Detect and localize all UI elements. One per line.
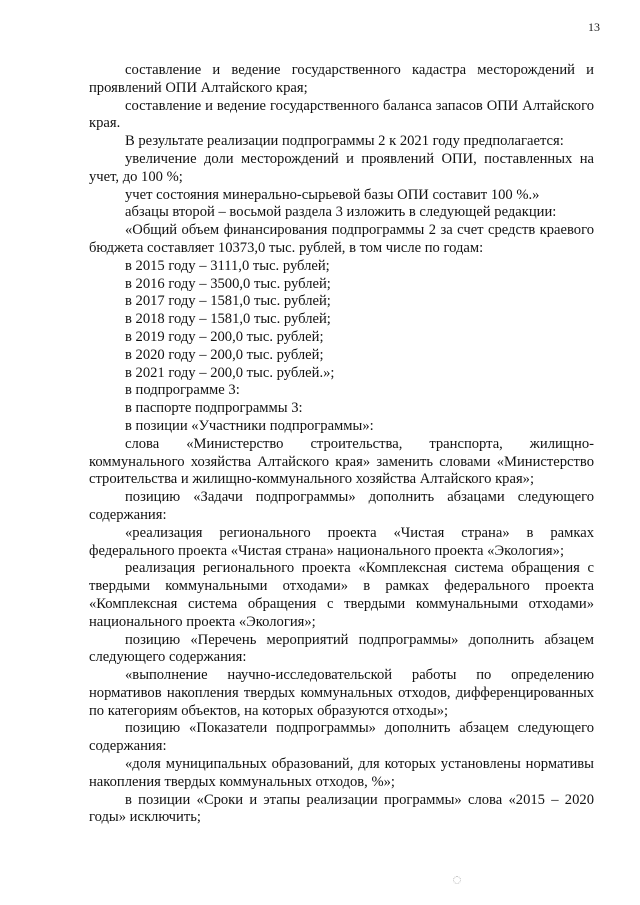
paragraph: увеличение доли месторождений и проявлений ОПИ, поставленных на учет, до 100 %; bbox=[89, 150, 594, 185]
paragraph: слова «Министерство строительства, транспорта, жилищно-коммунального хозяйства Алтайского края» заменить словами «Министерство строительства и жилищно-коммунального хозяйства Алтайского края»; bbox=[89, 435, 594, 488]
paragraph: «Общий объем финансирования подпрограммы 2 за счет средств краевого бюджета составляет 10373,0 тыс. рублей, в том числе по годам: bbox=[89, 222, 594, 256]
list-item: в 2018 году – 1581,0 тыс. рублей; bbox=[125, 311, 331, 328]
paragraph: в паспорте подпрограммы 3: bbox=[125, 400, 303, 417]
paragraph: В результате реализации подпрограммы 2 к 2021 году предполагается: bbox=[125, 133, 564, 150]
paragraph: в позиции «Участники подпрограммы»: bbox=[125, 417, 374, 434]
paragraph: позицию «Задачи подпрограммы» дополнить абзацами следующего содержания: bbox=[89, 489, 594, 523]
paragraph: абзацы второй – восьмой раздела 3 изложить в следующей редакции: bbox=[125, 204, 557, 221]
list-item: в 2016 году – 3500,0 тыс. рублей; bbox=[125, 275, 331, 292]
list-item: в 2019 году – 200,0 тыс. рублей; bbox=[125, 328, 324, 345]
paragraph: составление и ведение государственного кадастра месторождений и проявлений ОПИ Алтайского края; bbox=[89, 62, 594, 96]
scan-mark bbox=[453, 876, 461, 884]
list-item: в 2017 году – 1581,0 тыс. рублей; bbox=[125, 293, 331, 310]
paragraph: «реализация регионального проекта «Чистая страна» в рамках федерального проекта «Чистая страна» национального проекта «Экология»; bbox=[89, 524, 594, 559]
list-item: в 2015 году – 3111,0 тыс. рублей; bbox=[125, 257, 330, 274]
paragraph: реализация регионального проекта «Комплексная система обращения с твердыми коммунальными отходами» в рамках федерального проекта «Комплексная система обращения с твердыми коммунальными отходами» национального проекта «Экология»; bbox=[89, 560, 594, 630]
page-number: 13 bbox=[588, 20, 600, 34]
paragraph: позицию «Перечень мероприятий подпрограммы» дополнить абзацем следующего содержания: bbox=[89, 631, 594, 666]
paragraph: позицию «Показатели подпрограммы» дополнить абзацем следующего содержания: bbox=[89, 720, 594, 755]
paragraph: «выполнение научно-исследовательской работы по определению нормативов накопления твердых коммунальных отходов, дифференцированных по категориям объектов, на которых образуются отходы»; bbox=[89, 667, 594, 719]
paragraph: в позиции «Сроки и этапы реализации программы» слова «2015 – 2020 годы» исключить; bbox=[89, 791, 594, 826]
paragraph: учет состояния минерально-сырьевой базы ОПИ составит 100 %.» bbox=[125, 186, 540, 203]
list-item: в 2020 году – 200,0 тыс. рублей; bbox=[125, 346, 324, 363]
paragraph: «доля муниципальных образований, для которых установлены нормативы накопления твердых коммунальных отходов, %»; bbox=[89, 756, 594, 790]
paragraph: составление и ведение государственного баланса запасов ОПИ Алтайского края. bbox=[89, 97, 594, 132]
paragraph: в подпрограмме 3: bbox=[125, 382, 240, 399]
document-body bbox=[89, 62, 594, 827]
list-item: в 2021 году – 200,0 тыс. рублей.»; bbox=[125, 364, 335, 381]
